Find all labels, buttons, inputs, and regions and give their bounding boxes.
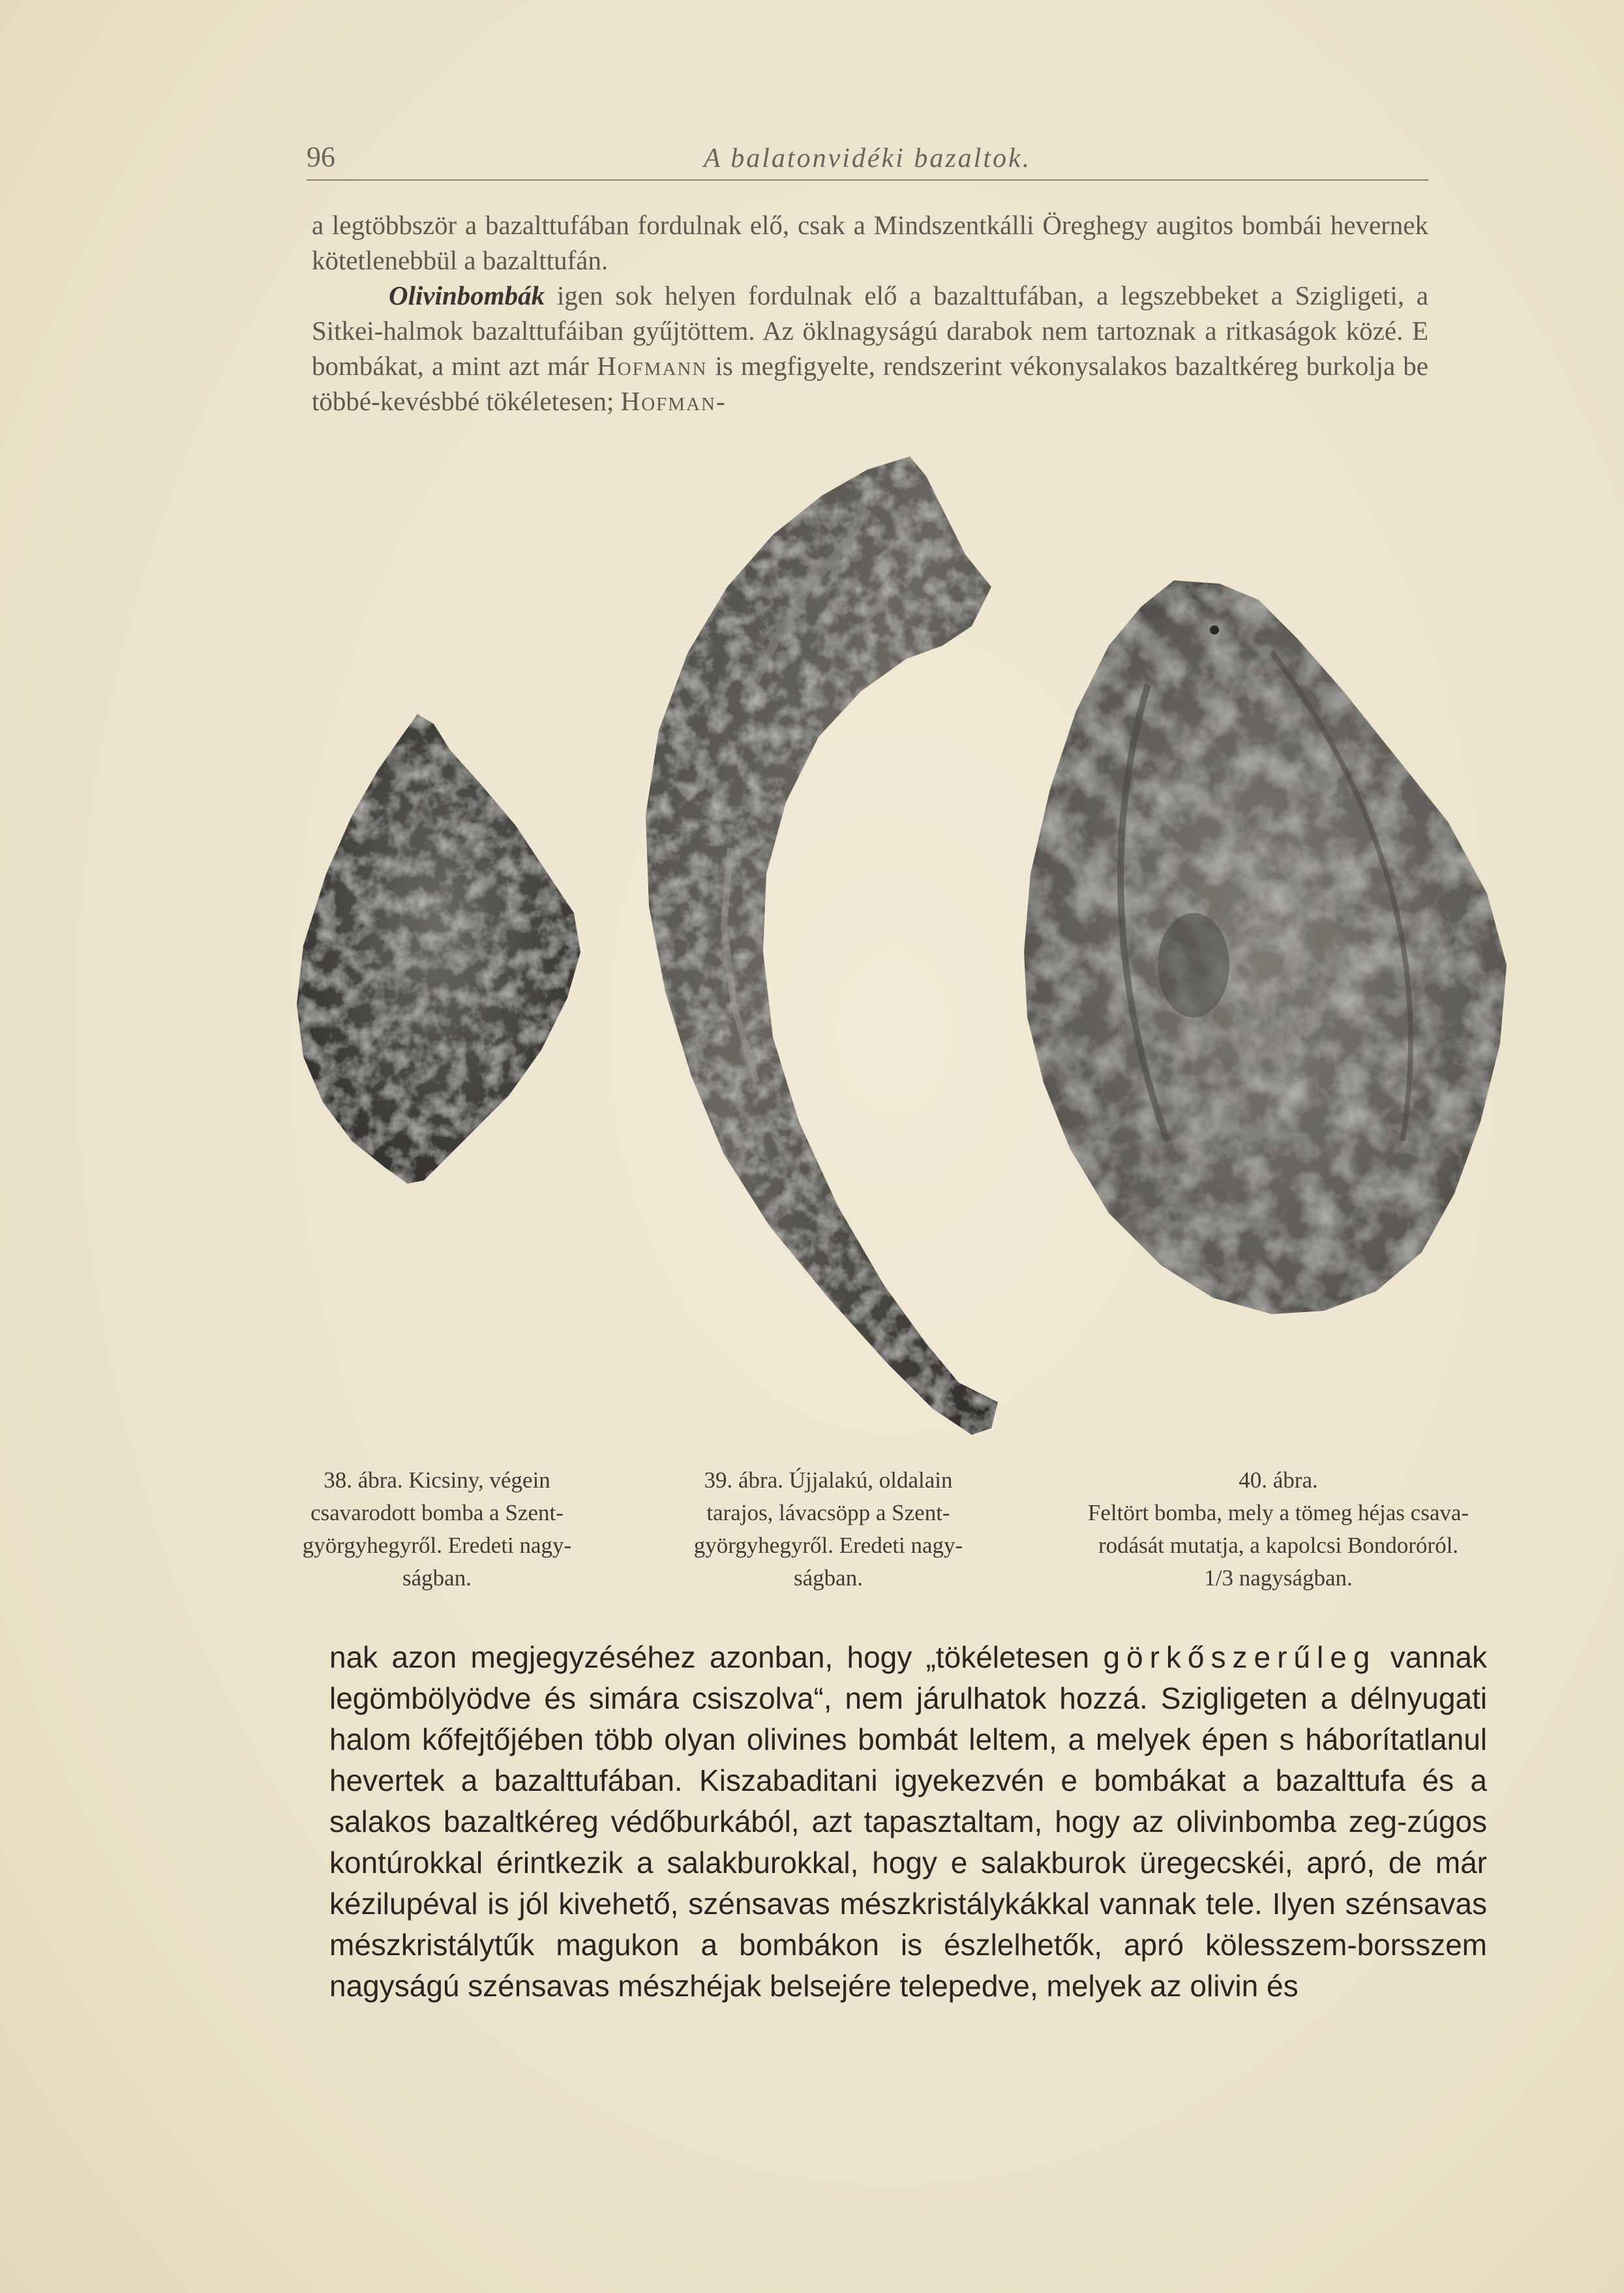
caption-40-line-4 — [1030, 1562, 1526, 1595]
paragraph-3-text-a: nak azon megjegyzéséhez azonban, hogy „tökéletesen — [329, 1640, 1104, 1674]
caption-figure-39 — [659, 1464, 998, 1595]
figure-40-broken-bomb-image — [1024, 580, 1507, 1314]
caption-figure-40 — [1030, 1464, 1526, 1595]
caption-38-line-3: györgyhegyről. Eredeti nagy- — [302, 1533, 572, 1558]
scale-fraction: 1/3 — [1204, 1565, 1233, 1591]
author-name-hofmann-hyphen: Hofman- — [620, 386, 727, 416]
figure-39-lava-drop-image — [646, 457, 998, 1435]
running-title: A balatonvidéki bazaltok. — [703, 143, 1032, 173]
caption-40-line-3: rodását mutatja, a kapolcsi Bondoróról. — [1098, 1533, 1459, 1558]
paragraph-1: a legtöbbször a bazalttufában fordulnak elő, csak a Mindszentkálli Öreghegy augitos bombái hevernek kötetlenebbül a bazalttufán. — [312, 210, 1428, 275]
spaced-word-gorkoszeruleg: görkőszerűleg — [1103, 1640, 1377, 1674]
paragraph-3-text-b: vannak legömbölyödve és simára csiszolva“, nem járulhatok hozzá. Szigligeten a délnyugati halom kőfejtőjében több olyan olivines bombát leltem, a melyek épen s háborítatlanul hevertek a bazalttufában. Kiszabaditani igyekezvén e bombákat a bazalttufa és a salakos bazaltkéreg védőburkából, azt tapasztaltam, hogy az olivinbomba zeg-zúgos kontúrokkal érintkezik a salakburokkal, hogy e salakburok üregecskéi, apró, de már kézilupéval is jól kivehető, szénsavas mészkristálykákkal vannak tele. Ilyen szénsavas mészkristálytűk magukon a bombákon is észlelhetők, apró kölesszem-borsszem nagyságú szénsavas mészhéjak belsejére telepedve, melyek az olivin és — [329, 1640, 1487, 2003]
caption-39-line-4: ságban. — [794, 1565, 863, 1591]
lower-text-block — [329, 1637, 1487, 2007]
caption-38-line-1: 38. ábra. Kicsiny, végein — [323, 1467, 550, 1493]
author-name-hofmann: Hofmann — [597, 351, 708, 381]
page-number: 96 — [307, 141, 335, 173]
paragraph-2-text-a: igen sok helyen fordulnak elő a bazalttufában, a legszebbeket a Szigligeti, a Sitkei-halmok bazalttufáiban gyűjtöttem. Az öklnagyságú darabok nem tartoznak a ritkaságok közé. E bombákat, a mint azt már — [312, 280, 1428, 381]
paragraph-2-text-b: is megfigyelte, rendszerint vékonysalakos bazaltkéreg burkolja be többé-kevésbbé tökéletesen; — [312, 351, 1428, 416]
caption-39-line-2: tarajos, lávacsöpp a Szent- — [706, 1500, 950, 1525]
caption-39-line-3: györgyhegyről. Eredeti nagy- — [693, 1533, 963, 1558]
figure-38-bomb-image — [297, 714, 580, 1184]
term-olivinbombak: Olivinbombák — [389, 280, 545, 310]
caption-38-line-4: ságban. — [402, 1565, 472, 1591]
caption-38-line-2: csavarodott bomba a Szent- — [310, 1500, 564, 1525]
paragraph-3 — [329, 1637, 1487, 2007]
caption-40-line-4-rest: nagyságban. — [1233, 1565, 1353, 1591]
caption-39-line-1: 39. ábra. Újjalakú, oldalain — [704, 1467, 953, 1493]
caption-figure-38 — [280, 1464, 594, 1595]
caption-40-line-2: Feltört bomba, mely a tömeg héjas csava- — [1087, 1500, 1469, 1525]
caption-40-line-1: 40. ábra. — [1239, 1467, 1318, 1493]
